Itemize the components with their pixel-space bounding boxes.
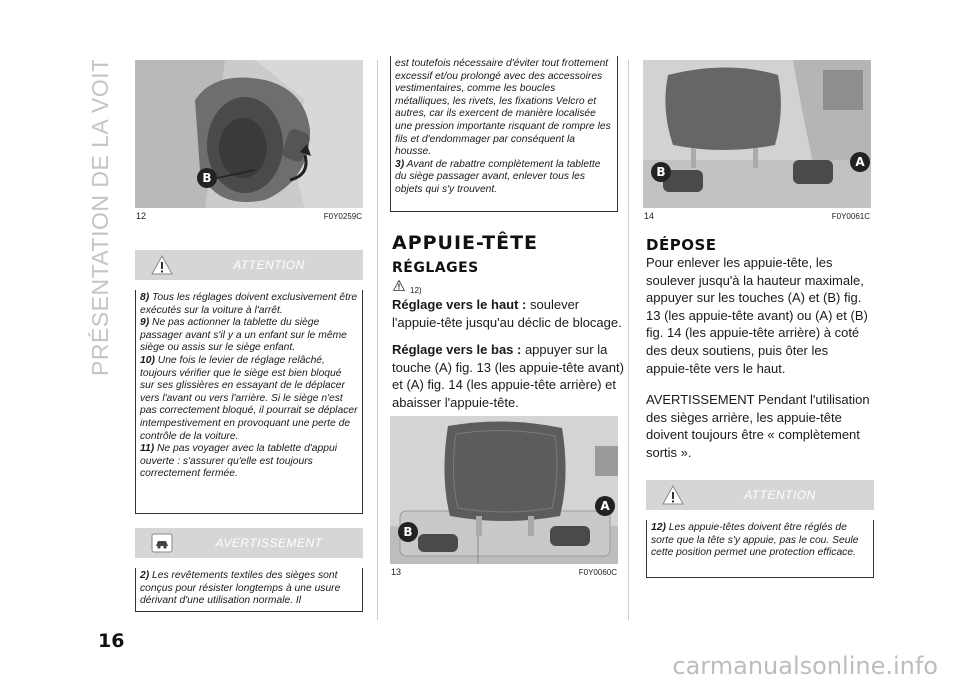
attention-title: ATTENTION: [233, 258, 305, 272]
figure-12-image: [135, 60, 363, 208]
note-reference: 12): [410, 286, 422, 295]
figure-number: 13: [391, 567, 402, 577]
note-10: 10) Une fois le levier de réglage relâché, toujours vérifier que le siège est bien bloqué sur ses glissières en essayant de le déplacer vers l'avant ou vers l'arrière. Si le siège n'est pas correctement bloqué, il pourrait se déplacer intempestivement en provoquant une perte de contrôle de la voiture.: [140, 354, 358, 442]
attention-banner: [135, 250, 363, 280]
watermark-text: carmanualsonline.info: [672, 652, 938, 680]
figure-13-image: [390, 416, 618, 564]
note-3: 3) Avant de rabattre complètement la tablette du siège passager avant, enlever tous les objets qui s'y trouvent.: [395, 158, 601, 195]
figure-14-image: [643, 60, 871, 208]
avertissement-title: AVERTISSEMENT: [215, 536, 323, 550]
figure-code: F0Y0061C: [831, 212, 870, 221]
figure-number: 14: [644, 211, 655, 221]
figure-code: F0Y0060C: [578, 568, 617, 577]
depose-text: [646, 254, 874, 476]
callout-b-label: B: [403, 525, 413, 539]
note-12: 12) Les appuie-têtes doivent être réglés de sorte que la tête s'y appuie, pas le cou. Seule cette position permet une protection efficace.: [651, 522, 859, 559]
side-title-text: PRÉSENTATION DE LA VOITURE: [88, 60, 113, 376]
avertissement-notes: [135, 568, 363, 612]
note-8: 8) Tous les réglages doivent exclusivement être exécutés sur la voiture à l'arrêt.: [140, 292, 358, 316]
subsection-heading: RÉGLAGES: [392, 260, 479, 276]
page-number: 16: [98, 630, 125, 652]
avertissement-banner: [135, 528, 363, 558]
continued-note-box: [390, 56, 618, 212]
warning-triangle-icon: [393, 278, 405, 296]
attention-notes: [135, 290, 363, 514]
note-2: 2) Les revêtements textiles des sièges sont conçus pour résister longtemps à une usure dérivant d'une utilisation normale. Il: [140, 570, 341, 607]
reglage-haut: Réglage vers le haut : soulever l'appuie-tête jusqu'au déclic de blocage.: [392, 297, 622, 330]
note-9: 9) Ne pas actionner la tablette du siège passager avant s'il y a un enfant sur le même siège ou assis sur le siège enfant.: [140, 317, 347, 354]
column-divider: [377, 60, 378, 620]
note-11: 11) Ne pas voyager avec la tablette d'appui ouverte : s'assurer qu'elle est toujours correctement fermée.: [140, 443, 337, 480]
section-heading: APPUIE-TÊTE: [392, 232, 539, 254]
attention-banner: [646, 480, 874, 510]
side-title: [88, 60, 114, 380]
warning-triangle-icon: [662, 485, 684, 505]
callout-b-label: B: [202, 171, 212, 185]
reglage-bas: Réglage vers le bas : appuyer sur la touche (A) fig. 13 (les appuie-tête avant) et (A) fig. 14 (les appuie-tête arrière) et abaisser l'appuie-tête.: [392, 342, 624, 410]
reglages-text: [392, 296, 624, 426]
attention-title: ATTENTION: [744, 488, 816, 502]
attention-notes: [646, 520, 874, 578]
depose-paragraph: Pour enlever les appuie-tête, les soulever jusqu'à la hauteur maximale, appuyer sur les touches (A) et (B) fig. 13 (les appuie-tête avant) ou (A) et (B) fig. 14 (les appuie-tête arrière) à coté des deux soutiens, puis ôter les appuie-tête vers le haut.: [646, 255, 868, 376]
figure-number: 12: [136, 211, 147, 221]
figure-code: F0Y0259C: [323, 212, 362, 221]
callout-a-label: A: [855, 155, 865, 169]
continued-note-text: est toutefois nécessaire d'éviter tout frottement excessif et/ou prolongé avec des accessoires vestimentaires, comme les boucles métalliques, les rivets, les fixations Velcro et autres, car ils exercent de manière localisée une pression importante risquant de rompre les fils et d'endommager par conséquent la housse.: [395, 58, 611, 158]
car-care-icon: [151, 533, 173, 553]
warning-triangle-icon: [151, 255, 173, 275]
depose-heading: DÉPOSE: [646, 236, 717, 254]
callout-b-label: B: [656, 165, 666, 179]
column-divider: [628, 60, 629, 620]
callout-a-label: A: [600, 499, 610, 513]
avertissement-paragraph: AVERTISSEMENT Pendant l'utilisation des sièges arrière, les appuie-tête doivent toujours être « complètement sortis ».: [646, 392, 870, 460]
